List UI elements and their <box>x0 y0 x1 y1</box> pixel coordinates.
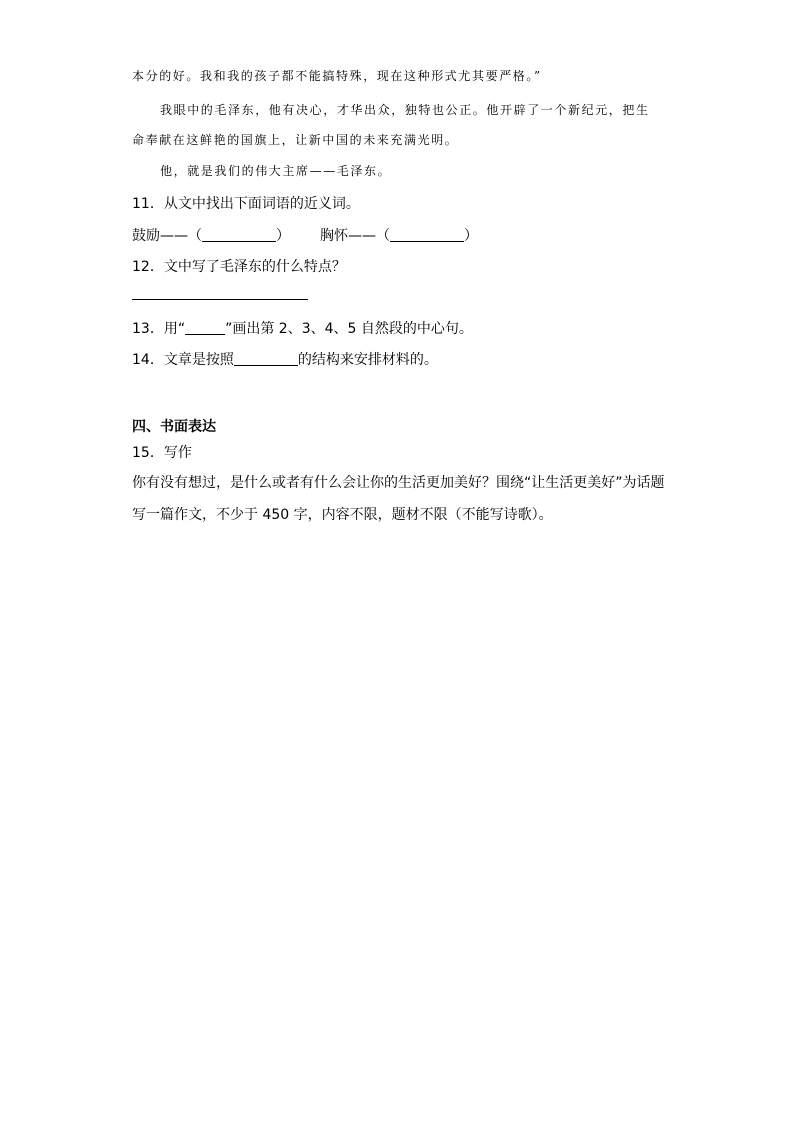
q13-underline-sample <box>185 320 225 335</box>
question-11-answers <box>132 225 478 245</box>
question-12-prompt: 12．文中写了毛泽东的什么特点？ <box>132 259 346 275</box>
passage-line-3: 命奉献在这鲜艳的国旗上，让新中国的未来充满光明。 <box>132 133 459 147</box>
q13-after: ”画出第 2、3、4、5 自然段的中心句。 <box>225 321 473 337</box>
q14-after: 的结构来安排材料的。 <box>297 352 438 368</box>
passage-line-2: 我眼中的毛泽东，他有决心，才华出众，独特也公正。他开辟了一个新纪元，把生 <box>160 103 650 117</box>
q11-word2: 胸怀——（ <box>320 228 390 244</box>
q13-before: 13．用“ <box>132 321 186 337</box>
question-15-body-line-2: 写一篇作文，不少于 450 字，内容不限，题材不限（不能写诗歌）。 <box>132 507 553 523</box>
q12-answer-line[interactable] <box>132 299 308 300</box>
question-15-body-line-1: 你有没有想过，是什么或者有什么会让你的生活更加美好？围绕“让生活更美好”为话题 <box>132 475 665 491</box>
section-4-heading: 四、书面表达 <box>132 419 216 435</box>
q11-answer-blank-1[interactable] <box>202 227 276 242</box>
q11-word1: 鼓励——（ <box>132 228 202 244</box>
q11-close2: ） <box>464 228 478 244</box>
q14-before: 14．文章是按照 <box>132 352 234 368</box>
question-14 <box>132 349 438 369</box>
passage-line-1: 本分的好。我和我的孩子都不能搞特殊，现在这种形式尤其要严格。” <box>132 69 542 83</box>
q11-answer-blank-2[interactable] <box>390 227 464 242</box>
question-13 <box>132 318 473 338</box>
q11-close1: ） <box>276 228 290 244</box>
question-15-label: 15．写作 <box>132 445 192 461</box>
passage-line-4: 他，就是我们的伟大主席——毛泽东。 <box>160 164 392 178</box>
q14-answer-blank[interactable] <box>234 351 298 366</box>
question-11-prompt: 11．从文中找出下面词语的近义词。 <box>132 196 360 212</box>
